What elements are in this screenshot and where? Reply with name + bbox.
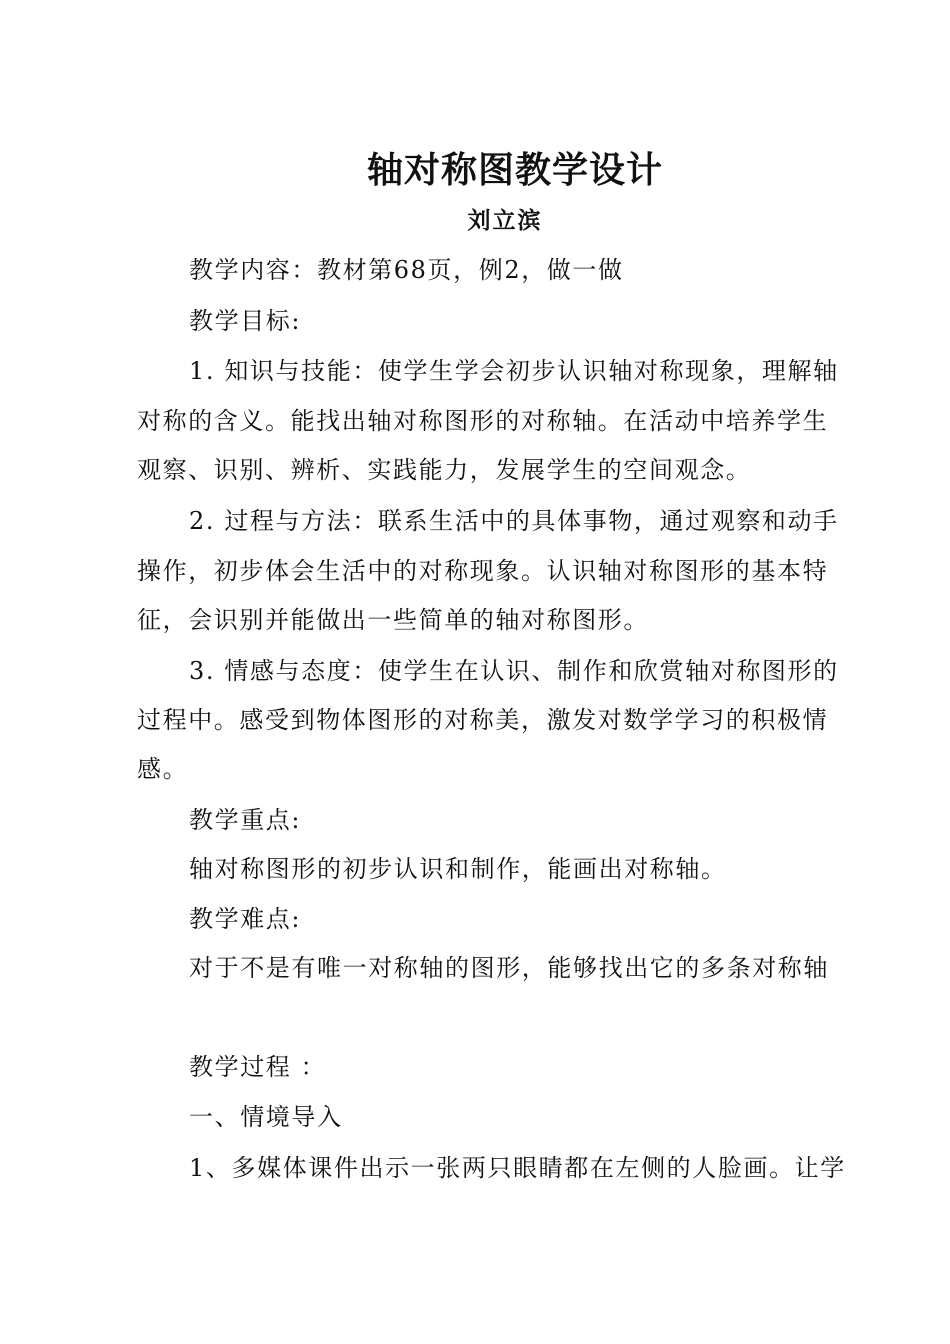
goal2-line3: 征，会识别并能做出一些简单的轴对称图形。	[137, 606, 649, 634]
key-points-text: 轴对称图形的初步认识和制作，能画出对称轴。	[189, 855, 727, 883]
author-name: 刘立滨	[467, 207, 543, 234]
difficulty-text: 对于不是有唯一对称轴的图形，能够找出它的多条对称轴	[189, 954, 829, 982]
goal1-line3: 观察、识别、辨析、实践能力，发展学生的空间观念。	[137, 456, 752, 484]
goal3-line1: 3. 情感与态度：使学生在认识、制作和欣赏轴对称图形的	[189, 657, 839, 685]
goal2-line1: 2. 过程与方法：联系生活中的具体事物，通过观察和动手	[189, 507, 839, 535]
goal3-line3: 感。	[137, 755, 189, 783]
document-title: 轴对称图教学设计	[366, 150, 663, 191]
key-points-heading: 教学重点:	[189, 806, 302, 834]
process-heading: 教学过程 ：	[189, 1053, 327, 1081]
teaching-content: 教学内容：教材第68页，例2，做一做	[189, 256, 624, 284]
process-item-1: 1、多媒体课件出示一张两只眼睛都在左侧的人脸画。让学	[189, 1154, 846, 1182]
goal1-line1: 1. 知识与技能：使学生学会初步认识轴对称现象，理解轴	[189, 357, 839, 385]
section-intro: 一、情境导入	[189, 1103, 343, 1131]
goal1-line2: 对称的含义。能找出轴对称图形的对称轴。在活动中培养学生	[137, 407, 829, 435]
difficulty-heading: 教学难点:	[189, 905, 302, 933]
goal2-line2: 操作，初步体会生活中的对称现象。认识轴对称图形的基本特	[137, 557, 829, 585]
goal3-line2: 过程中。感受到物体图形的对称美，激发对数学学习的积极情	[137, 706, 829, 734]
goals-heading: 教学目标:	[189, 307, 302, 335]
